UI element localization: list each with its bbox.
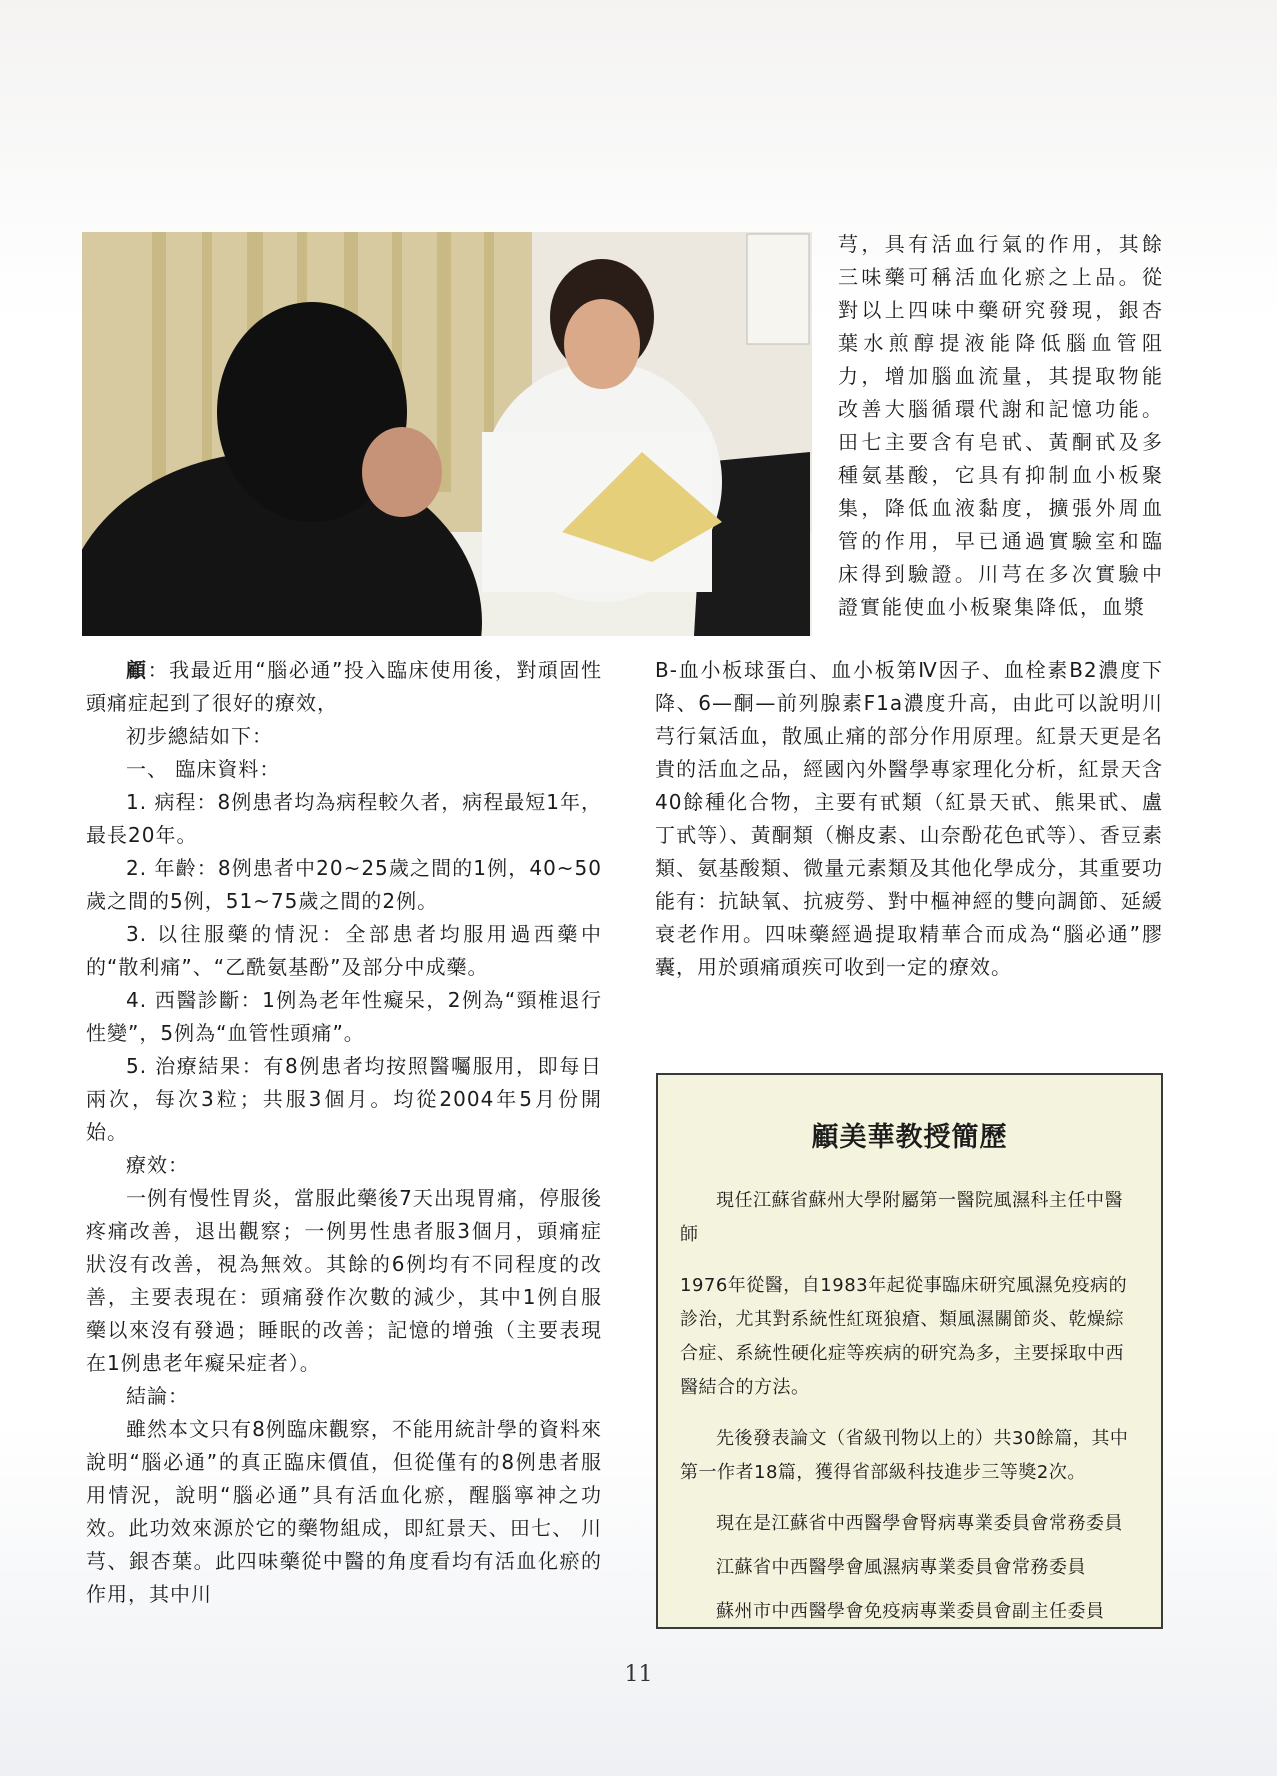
left-column <box>86 654 602 1611</box>
doctor-patient-illustration <box>82 232 812 636</box>
biography-title: 顧美華教授簡歷 <box>811 1122 1008 1153</box>
intro-text: ：我最近用“腦必通”投入臨床使用後，對頑固性頭痛症起到了很好的療效， <box>86 658 602 715</box>
paragraph-conclusion: 雖然本文只有8例臨床觀察，不能用統計學的資料來說明“腦必通”的真正臨床價值，但從僅有的8例患者服用情況，說明“腦必通”具有活血化瘀，醒腦寧神之功效。此功效來源於它的藥物組成，即紅景天、田七、 川芎、銀杏葉。此四味藥從中醫的角度看均有活血化瘀的作用，其中川 <box>86 1417 602 1606</box>
item-age: 2. 年齡：8例患者中20~25歲之間的1例，40~50歲之間的5例，51~75歲之間的2例。 <box>86 856 602 913</box>
heading-efficacy: 療效： <box>126 1153 189 1177</box>
paragraph-efficacy: 一例有慢性胃炎，當服此藥後7天出現胃痛，停服後疼痛改善，退出觀察；一例男性患者服3個月，頭痛症狀沒有改善，視為無效。其餘的6例均有不同程度的改善，主要表現在：頭痛發作次數的減少，其中1例自服藥以來沒有發過；睡眠的改善；記憶的增強（主要表現在1例患老年癡呆症者）。 <box>86 1186 602 1375</box>
section-heading-clinical-data: 一、 臨床資料： <box>126 757 281 781</box>
page-number: 11 <box>624 1662 653 1687</box>
bio-publications: 先後發表論文（省級刊物以上的）共30餘篇，其中第一作者18篇，獲得省部級科技進步三等獎2次。 <box>680 1428 1129 1483</box>
biography-box <box>656 1073 1163 1629</box>
paragraph-summary-heading: 初步總結如下： <box>126 724 273 748</box>
bio-role-3: 蘇州市中西醫學會免疫病專業委員會副主任委員 <box>716 1601 1105 1622</box>
bio-career: 1976年從醫，自1983年起從事臨床研究風濕免疫病的診治，尤其對系統性紅斑狼瘡、類風濕關節炎、乾燥綜合症、系統性硬化症等疾病的研究為多，主要採取中西醫結合的方法。 <box>680 1275 1128 1398</box>
paragraph-herbs-continued: 芎，具有活血行氣的作用，其餘三味藥可稱活血化瘀之上品。從對以上四味中藥研究發現，銀杏葉水煎醇提液能降低腦血管阻力，增加腦血流量，其提取物能改善大腦循環代謝和記憶功能。田七主要含有皂甙、黃酮甙及多種氨基酸，它具有抑制血小板聚集，降低血液黏度，擴張外周血管的作用，早已通過實驗室和臨床得到驗證。川芎在多次實驗中證實能使血小板聚集降低，血漿 <box>838 232 1164 619</box>
paragraph-herbs-mechanism: B-血小板球蛋白、血小板第Ⅳ因子、血栓素B2濃度下降、6—酮—前列腺素F1a濃度升高，由此可以說明川芎行氣活血，散風止痛的部分作用原理。紅景天更是名貴的活血之品，經國內外醫學專家理化分析，紅景天含40餘種化合物，主要有甙類（紅景天甙、熊果甙、盧丁甙等）、黃酮類（槲皮素、山奈酚花色甙等）、香豆素類、氨基酸類、微量元素類及其他化學成分，其重要功能有：抗缺氧、抗疲勞、對中樞神經的雙向調節、延緩衰老作用。四味藥經過提取精華合而成為“腦必通”膠囊，用於頭痛頑疾可收到一定的療效。 <box>655 658 1163 979</box>
right-column-bottom <box>655 654 1163 984</box>
article-photo <box>82 232 812 636</box>
speaker-initial: 顧 <box>126 658 148 682</box>
paragraph-intro <box>86 654 602 720</box>
bio-current-position: 現任江蘇省蘇州大學附屬第一醫院風濕科主任中醫師 <box>680 1190 1123 1245</box>
item-treatment-result: 5. 治療結果：有8例患者均按照醫囑服用，即每日兩次，每次3粒；共服3個月。均從2004年5月份開始。 <box>86 1054 602 1144</box>
bio-role-1: 現在是江蘇省中西醫學會腎病專業委員會常務委員 <box>716 1513 1123 1534</box>
heading-conclusion: 結論： <box>126 1384 189 1408</box>
bio-role-2: 江蘇省中西醫學會風濕病專業委員會常務委員 <box>716 1557 1086 1578</box>
item-previous-medication: 3. 以往服藥的情況：全部患者均服用過西藥中的“散利痛”、“乙酰氨基酚”及部分中成藥。 <box>86 922 602 979</box>
item-diagnosis: 4. 西醫診斷：1例為老年性癡呆，2例為“頸椎退行性變”，5例為“血管性頭痛”。 <box>86 988 602 1045</box>
right-column-top <box>838 228 1164 624</box>
item-course: 1. 病程：8例患者均為病程較久者，病程最短1年，最長20年。 <box>86 790 602 847</box>
